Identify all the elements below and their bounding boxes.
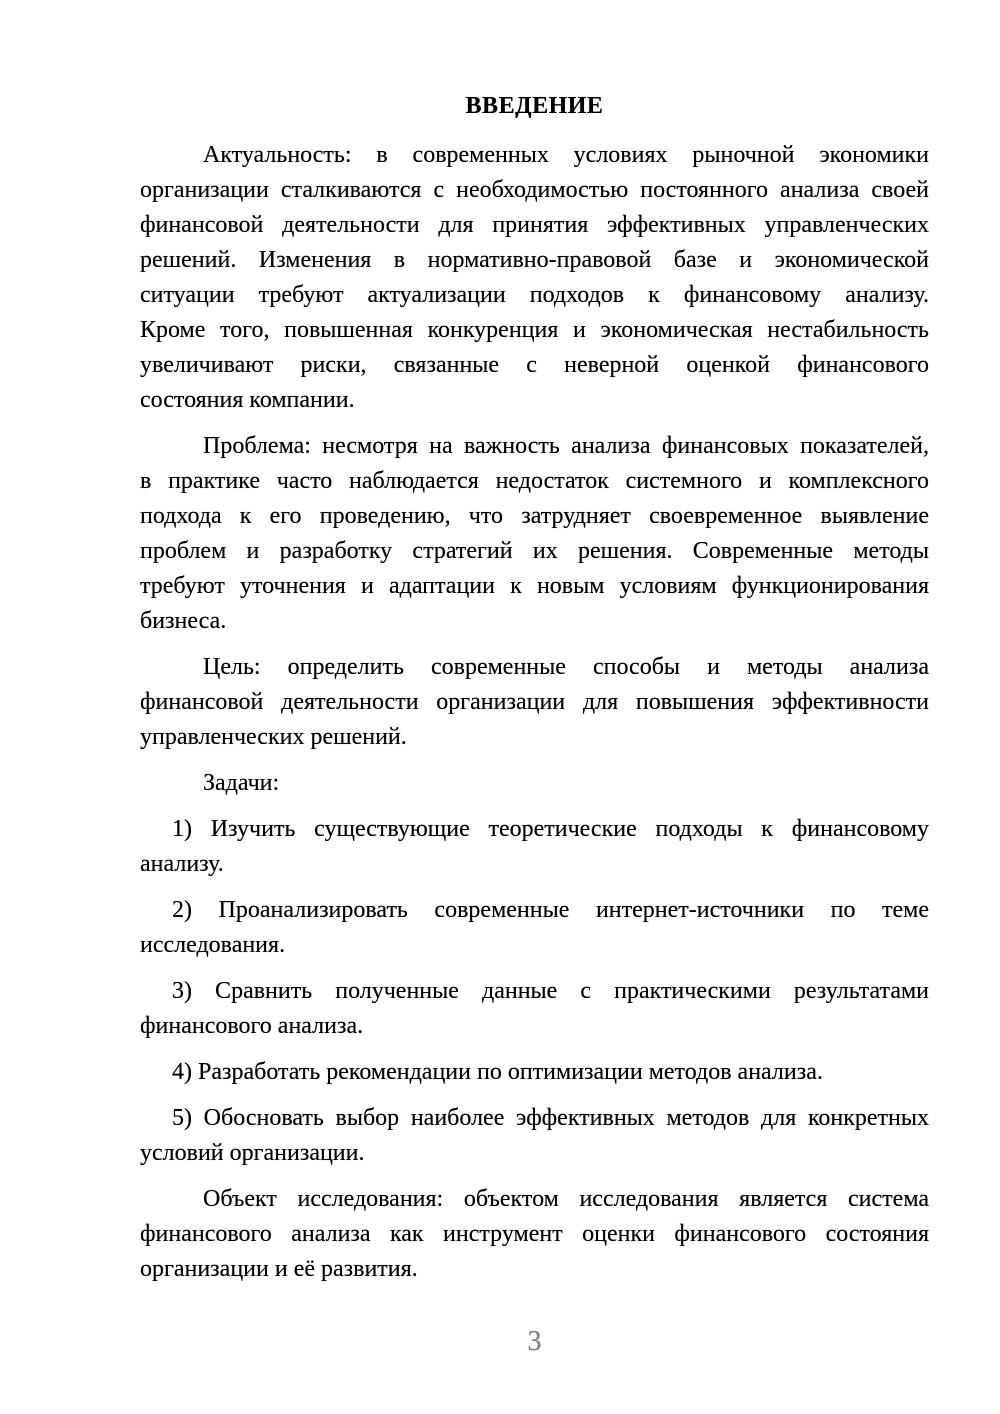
task-item-1 xyxy=(140,812,929,882)
text-line: 3) Сравнить полученные данные с практическими результатами xyxy=(172,978,929,1004)
text-line: организации и её развития. xyxy=(140,1256,418,1282)
text-line: состояния компании. xyxy=(140,387,355,413)
text-line: исследования. xyxy=(140,932,286,958)
task-item-4 xyxy=(140,1055,929,1090)
text-line: проблем и разработку стратегий их решения. Современные методы xyxy=(140,538,929,564)
paragraph-research-object xyxy=(140,1182,929,1287)
text-line: Кроме того, повышенная конкуренция и экономическая нестабильность xyxy=(140,317,929,343)
text-line: в практике часто наблюдается недостаток системного и комплексного xyxy=(140,468,929,494)
task-item-3 xyxy=(140,974,929,1044)
text-line: подхода к его проведению, что затрудняет своевременное выявление xyxy=(140,503,929,529)
text-line: 4) Разработать рекомендации по оптимизации методов анализа. xyxy=(172,1059,823,1085)
text-line: финансовой деятельности для принятия эффективных управленческих xyxy=(140,212,929,238)
text-line: ситуации требуют актуализации подходов к финансовому анализу. xyxy=(140,282,929,308)
text-line: условий организации. xyxy=(140,1140,365,1166)
text-line: бизнеса. xyxy=(140,608,227,634)
text-line: финансовой деятельности организации для повышения эффективности xyxy=(140,689,929,715)
document-body xyxy=(140,138,929,1287)
task-item-5 xyxy=(140,1101,929,1171)
text-line: Актуальность: в современных условиях рыночной экономики xyxy=(203,142,929,168)
text-line: управленческих решений. xyxy=(140,724,407,750)
text-line: требуют уточнения и адаптации к новым условиям функционирования xyxy=(140,573,929,599)
text-line: решений. Изменения в нормативно-правовой базе и экономической xyxy=(140,247,929,273)
text-line: Задачи: xyxy=(203,770,280,796)
task-item-2 xyxy=(140,893,929,963)
text-line: 2) Проанализировать современные интернет-источники по теме xyxy=(172,897,929,923)
text-line: финансового анализа как инструмент оценки финансового состояния xyxy=(140,1221,929,1247)
text-line: увеличивают риски, связанные с неверной оценкой финансового xyxy=(140,352,929,378)
text-line: 1) Изучить существующие теоретические подходы к финансовому xyxy=(172,816,929,842)
paragraph-tasks-heading xyxy=(140,766,929,801)
text-line: финансового анализа. xyxy=(140,1013,364,1039)
text-line: 5) Обосновать выбор наиболее эффективных методов для конкретных xyxy=(172,1105,929,1131)
paragraph-problem xyxy=(140,429,929,639)
page-number: 3 xyxy=(527,1326,542,1357)
text-line: организации сталкиваются с необходимостью постоянного анализа своей xyxy=(140,177,929,203)
text-line: Объект исследования: объектом исследования является система xyxy=(203,1186,929,1212)
page-title: ВВЕДЕНИЕ xyxy=(465,93,604,119)
text-line: анализу. xyxy=(140,851,224,877)
paragraph-relevance xyxy=(140,138,929,418)
paragraph-goal xyxy=(140,650,929,755)
text-line: Проблема: несмотря на важность анализа финансовых показателей, xyxy=(203,433,929,459)
text-line: Цель: определить современные способы и методы анализа xyxy=(203,654,929,680)
